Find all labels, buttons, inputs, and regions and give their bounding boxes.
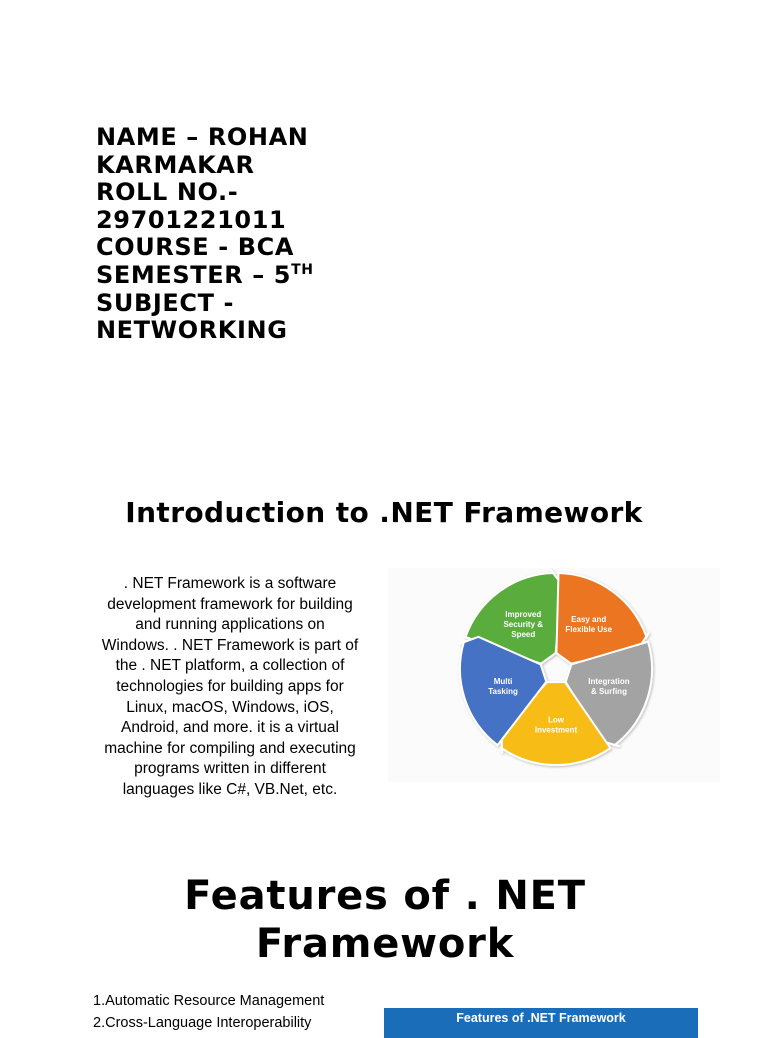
wheel-segment-label: Integration <box>588 677 630 687</box>
wheel-segment-label: Investment <box>534 725 578 735</box>
wheel-segment-label: & Surfing <box>590 687 627 697</box>
features-heading-line-1: Features of . NET <box>184 873 586 919</box>
intro-line: machine for compiling and executing <box>104 739 356 757</box>
intro-line: Android, and more. it is a virtual <box>121 719 339 737</box>
wheel-segment-label: Tasking <box>488 687 518 697</box>
subject-value: NETWORKING <box>96 316 288 345</box>
intro-line: technologies for building apps for <box>116 677 344 695</box>
intro-line: the . NET platform, a collection of <box>115 657 345 675</box>
features-list <box>93 990 373 1034</box>
intro-line: development framework for building <box>107 595 353 613</box>
intro-line: languages like C#, VB.Net, etc. <box>122 780 338 798</box>
semester-line <box>96 262 426 290</box>
wheel-segment-label: Speed <box>511 629 536 639</box>
intro-line: and running applications on <box>135 616 325 634</box>
wheel-segment-label: Improved <box>505 609 542 619</box>
intro-line: . NET Framework is a software <box>123 575 337 592</box>
semester-text: SEMESTER – 5 <box>96 260 292 289</box>
features-heading-line-2: Framework <box>255 921 515 967</box>
student-info <box>96 124 426 345</box>
intro-heading: Introduction to .NET Framework <box>125 496 643 529</box>
features-heading <box>140 872 630 968</box>
list-item: 2.Cross-Language Interoperability <box>93 1015 312 1031</box>
student-name-line-2: KARMAKAR <box>96 150 255 179</box>
wheel-segment-label: Low <box>548 715 564 725</box>
wheel-segment-label: Flexible Use <box>565 624 613 634</box>
roll-no-value: 29701221011 <box>96 205 287 234</box>
subject-label: SUBJECT - <box>96 288 235 317</box>
intro-line: Linux, macOS, Windows, iOS, <box>126 698 334 716</box>
wheel-segment-label: Easy and <box>571 614 607 624</box>
roll-no-label: ROLL NO.- <box>96 178 239 207</box>
semester-superscript: TH <box>291 261 314 278</box>
features-image-banner: Features of .NET Framework <box>384 1008 698 1038</box>
wheel-svg <box>388 568 720 782</box>
wheel-segment-label: Multi <box>493 677 513 687</box>
framework-benefits-wheel <box>388 568 720 782</box>
intro-line: programs written in different <box>134 760 326 778</box>
student-name-line-1: NAME – ROHAN <box>96 123 309 151</box>
wheel-segment-label: Security & <box>503 619 544 629</box>
intro-line: Windows. . NET Framework is part of <box>101 636 359 654</box>
intro-paragraph <box>80 574 380 801</box>
list-item: 1.Automatic Resource Management <box>93 993 325 1009</box>
course-line: COURSE - BCA <box>96 233 295 262</box>
